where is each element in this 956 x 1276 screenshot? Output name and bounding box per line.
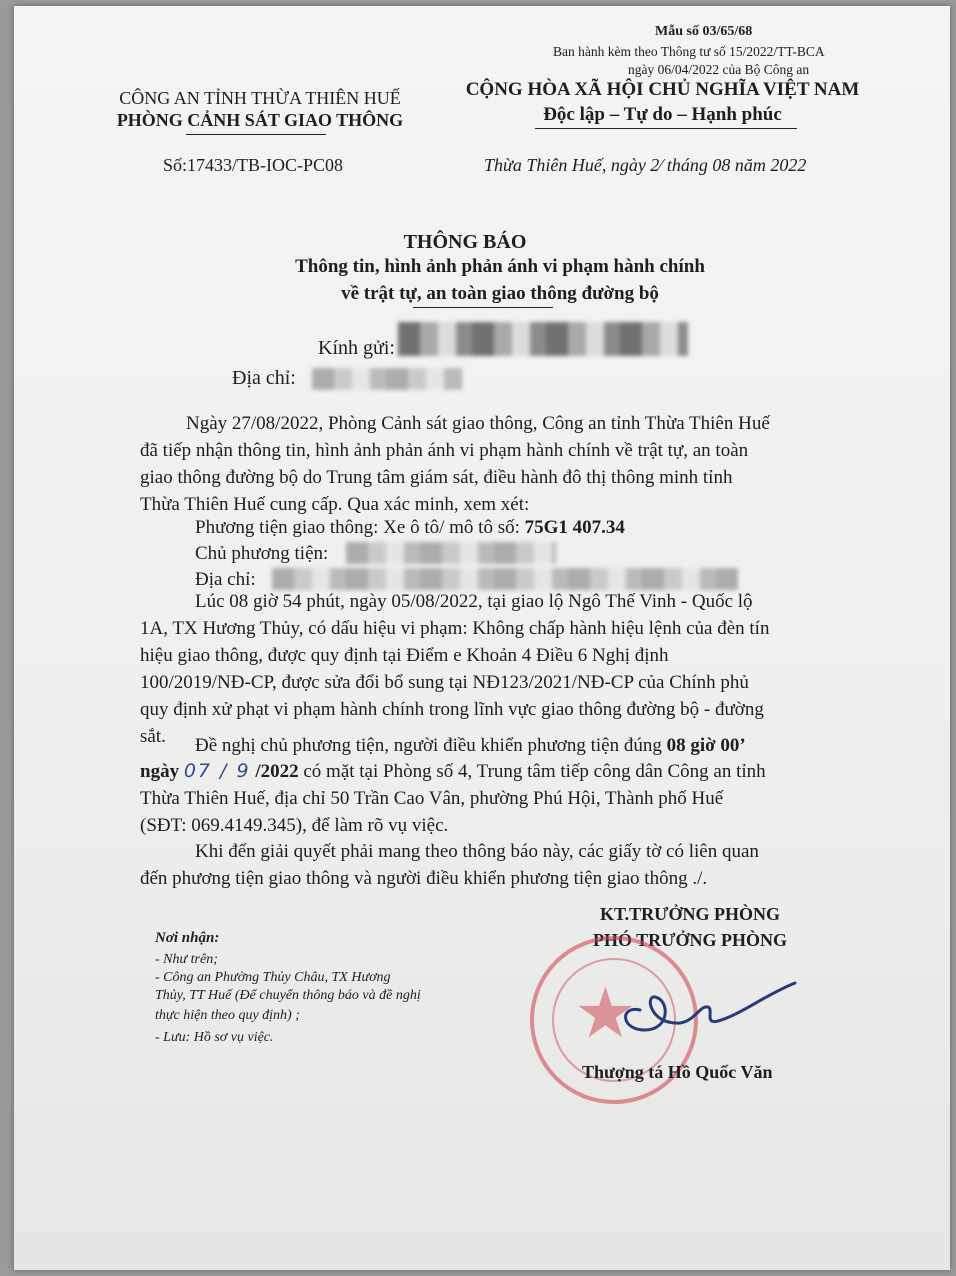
- notice-subtitle-1: Thông tin, hình ảnh phản ánh vi phạm hành chính: [295, 256, 705, 277]
- owner-label: Chủ phương tiện:: [195, 543, 329, 564]
- title-underline: [413, 307, 553, 308]
- appointment-year: /2022: [255, 761, 299, 782]
- violation-line4: 100/2019/NĐ-CP, được sửa đổi bổ sung tại NĐ123/2021/NĐ-CP của Chính phủ: [140, 672, 749, 693]
- recipient-address-redacted: [312, 368, 462, 390]
- closing-line2: đến phương tiện giao thông và người điều khiển phương tiện giao thông ./.: [140, 868, 708, 889]
- recipient-label: Kính gửi:: [318, 337, 395, 359]
- recipients-item-3: Thủy, TT Huế (Để chuyển thông báo và đề nghị: [155, 988, 421, 1003]
- owner-name-redacted: [346, 542, 556, 564]
- recipients-item-2: - Công an Phường Thủy Châu, TX Hương: [155, 970, 391, 985]
- nation-motto: Độc lập – Tự do – Hạnh phúc: [543, 104, 782, 125]
- recipients-item-1: - Như trên;: [155, 952, 218, 967]
- violation-line3: hiệu giao thông, được quy định tại Điểm e Khoản 4 Điều 6 Nghị định: [140, 645, 669, 666]
- request-line4: (SĐT: 069.4149.345), để làm rõ vụ việc.: [140, 815, 449, 836]
- violation-line5: quy định xử phạt vi phạm hành chính trong lĩnh vực giao thông đường bộ - đường: [140, 699, 764, 720]
- request-line2: [140, 758, 766, 785]
- signature-title-1: KT.TRƯỞNG PHÒNG: [600, 904, 780, 924]
- place-date: Thừa Thiên Huế, ngày 2⁄ tháng 08 năm 2022: [484, 155, 807, 175]
- closing-line1: Khi đến giải quyết phải mang theo thông báo này, các giấy tờ có liên quan: [195, 841, 759, 862]
- notice-title: THÔNG BÁO: [403, 231, 527, 253]
- violation-line6: sắt.: [140, 726, 166, 747]
- form-issued-with: Ban hành kèm theo Thông tư số 15/2022/TT-BCA: [553, 44, 825, 59]
- document-number: Số:17433/TB-IOC-PC08: [163, 155, 344, 175]
- issuer-department: PHÒNG CẢNH SÁT GIAO THÔNG: [116, 110, 404, 130]
- form-code: Mẫu số 03/65/68: [655, 24, 753, 39]
- owner-address-label: Địa chỉ:: [195, 569, 256, 590]
- signature-title-2: PHÓ TRƯỞNG PHÒNG: [592, 930, 787, 950]
- owner-address-redacted: [272, 568, 738, 590]
- request-text: Đề nghị chủ phương tiện, người điều khiển phương tiện đúng: [195, 735, 662, 756]
- request-line3: Thừa Thiên Huế, địa chỉ 50 Trần Cao Vân, phường Phú Hội, Thành phố Huế: [140, 788, 724, 809]
- handwritten-signature: [600, 975, 800, 1055]
- vehicle-line: [195, 514, 625, 541]
- recipient-name-redacted: [398, 322, 688, 356]
- appointment-date-handwritten: 07 / 9: [183, 760, 251, 782]
- signer-name: Thượng tá Hồ Quốc Văn: [582, 1062, 773, 1082]
- recipients-item-5: - Lưu: Hồ sơ vụ việc.: [155, 1030, 274, 1045]
- request-location: có mặt tại Phòng số 4, Trung tâm tiếp công dân Công an tỉnh: [303, 761, 766, 782]
- para1-line1: Ngày 27/08/2022, Phòng Cảnh sát giao thông, Công an tỉnh Thừa Thiên Huế: [186, 413, 770, 434]
- official-seal: ★: [530, 936, 698, 1104]
- vehicle-label: Phương tiện giao thông: Xe ô tô/ mô tô số:: [195, 517, 520, 538]
- para1-line4: Thừa Thiên Huế cung cấp. Qua xác minh, xem xét:: [140, 494, 530, 515]
- form-issued-date: ngày 06/04/2022 của Bộ Công an: [628, 62, 810, 77]
- recipient-address-label: Địa chỉ:: [232, 367, 296, 389]
- nation-name: CỘNG HÒA XÃ HỘI CHỦ NGHĨA VIỆT NAM: [465, 79, 860, 100]
- issuer-agency: CÔNG AN TỈNH THỪA THIÊN HUẾ: [119, 88, 401, 108]
- para1-line3: giao thông đường bộ do Trung tâm giám sát, điều hành đô thị thông minh tỉnh: [140, 467, 733, 488]
- appointment-time: 08 giờ 00’: [666, 735, 746, 756]
- para1-line2: đã tiếp nhận thông tin, hình ảnh phản ánh vi phạm hành chính về trật tự, an toàn: [140, 440, 749, 461]
- motto-underline: [535, 128, 797, 129]
- violation-line1: Lúc 08 giờ 54 phút, ngày 05/08/2022, tại giao lộ Ngô Thế Vinh - Quốc lộ: [195, 591, 753, 612]
- recipients-item-4: thực hiện theo quy định) ;: [155, 1008, 300, 1023]
- notice-subtitle-2: về trật tự, an toàn giao thông đường bộ: [341, 283, 659, 304]
- license-plate: 75G1 407.34: [524, 517, 625, 538]
- request-line1: [195, 732, 746, 759]
- recipients-heading: Nơi nhận:: [155, 930, 220, 946]
- issuer-underline: [186, 134, 326, 135]
- appointment-day-label: ngày: [140, 761, 180, 782]
- violation-line2: 1A, TX Hương Thủy, có dấu hiệu vi phạm: Không chấp hành hiệu lệnh của đèn tín: [140, 618, 770, 639]
